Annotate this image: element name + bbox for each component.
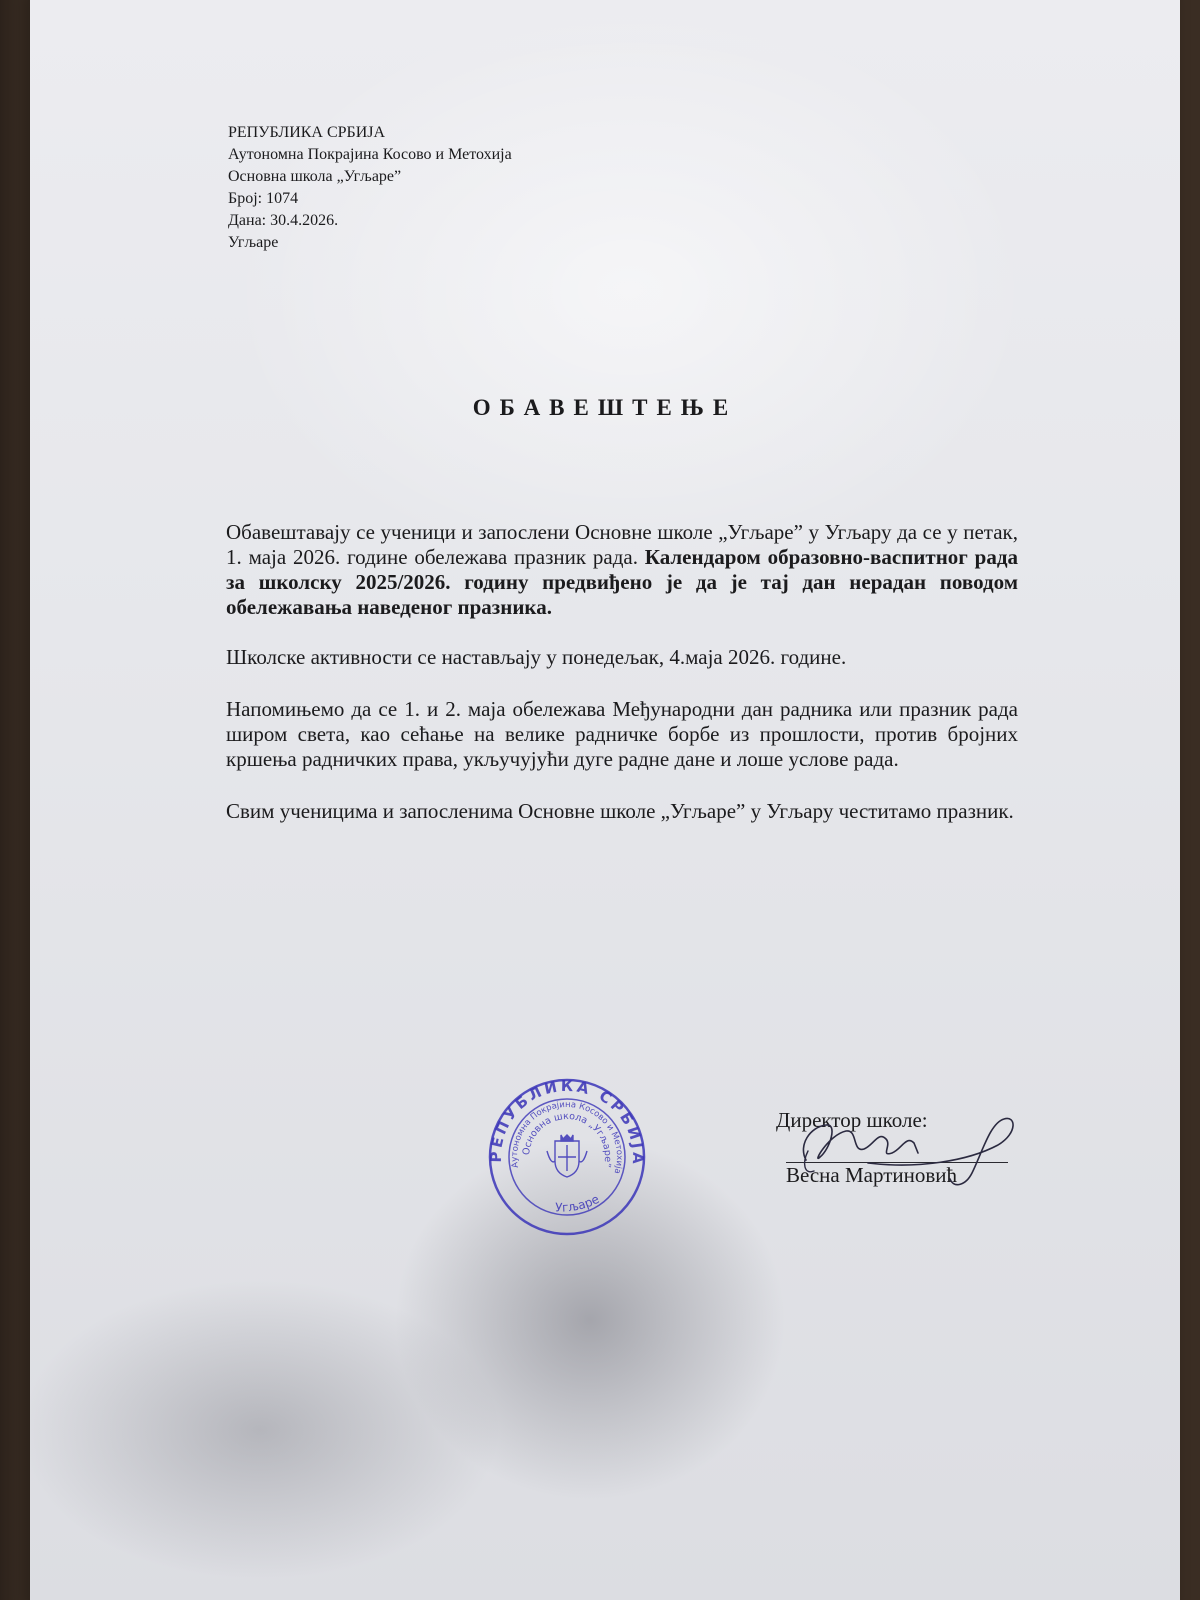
stamp-outer-text: РЕПУБЛИКА СРБИЈА (487, 1077, 647, 1168)
header-country: РЕПУБЛИКА СРБИЈА (228, 124, 386, 141)
paragraph-labor-day: Напомињемо да се 1. и 2. маја обележава Међународни дан радника или празник рада широм света, као сећање на велике радничке борбе из прошлости, против бројних кршења радничких права, укључујући дуге радне дане и лоше услове рада. (226, 697, 1018, 771)
header-place: Угљаре (228, 234, 279, 251)
stamp-bottom-text: Угљаре (554, 1191, 602, 1215)
header-date: Дана: 30.4.2026. (228, 212, 339, 229)
paragraph-resume: Школске активности се настављају у понедељак, 4.маја 2026. године. (226, 645, 847, 669)
stamp-center-text: Основна школа „Угљаре” (520, 1110, 614, 1169)
header-school: Основна школа „Угљаре” (228, 168, 402, 185)
letterhead (228, 122, 512, 254)
announcement-text: Обавештавају се ученици и запослени Основне школе „Угљаре” у Угљару да се у петак, 1. маја 2026. године обележава празник рада. (226, 520, 1018, 569)
announcement-bold-text: Календаром образовно-васпитног рада за школску 2025/2026. годину предвиђено је да је тај дан нерадан поводом обележавања наведеног празника. (226, 545, 1018, 619)
official-stamp (487, 1077, 647, 1237)
director-name: Весна Мартиновић (786, 1163, 958, 1187)
stamp-inner-text: Аутономна Покрајина Косово и Метохија (509, 1099, 625, 1175)
header-province: Аутономна Покрајина Косово и Метохија (228, 146, 512, 163)
paragraph-announcement (226, 520, 1018, 620)
document-page (30, 0, 1180, 1600)
coat-of-arms-icon (547, 1135, 587, 1177)
document-body (226, 520, 1018, 851)
header-number: Број: 1074 (228, 190, 299, 207)
paragraph-greeting: Свим ученицима и запосленима Основне школе „Угљаре” у Угљару честитамо празник. (226, 799, 1014, 823)
document-title: ОБАВЕШТЕЊЕ (472, 395, 738, 420)
director-role: Директор школе: (776, 1108, 928, 1132)
handwritten-signature (768, 1105, 1048, 1195)
